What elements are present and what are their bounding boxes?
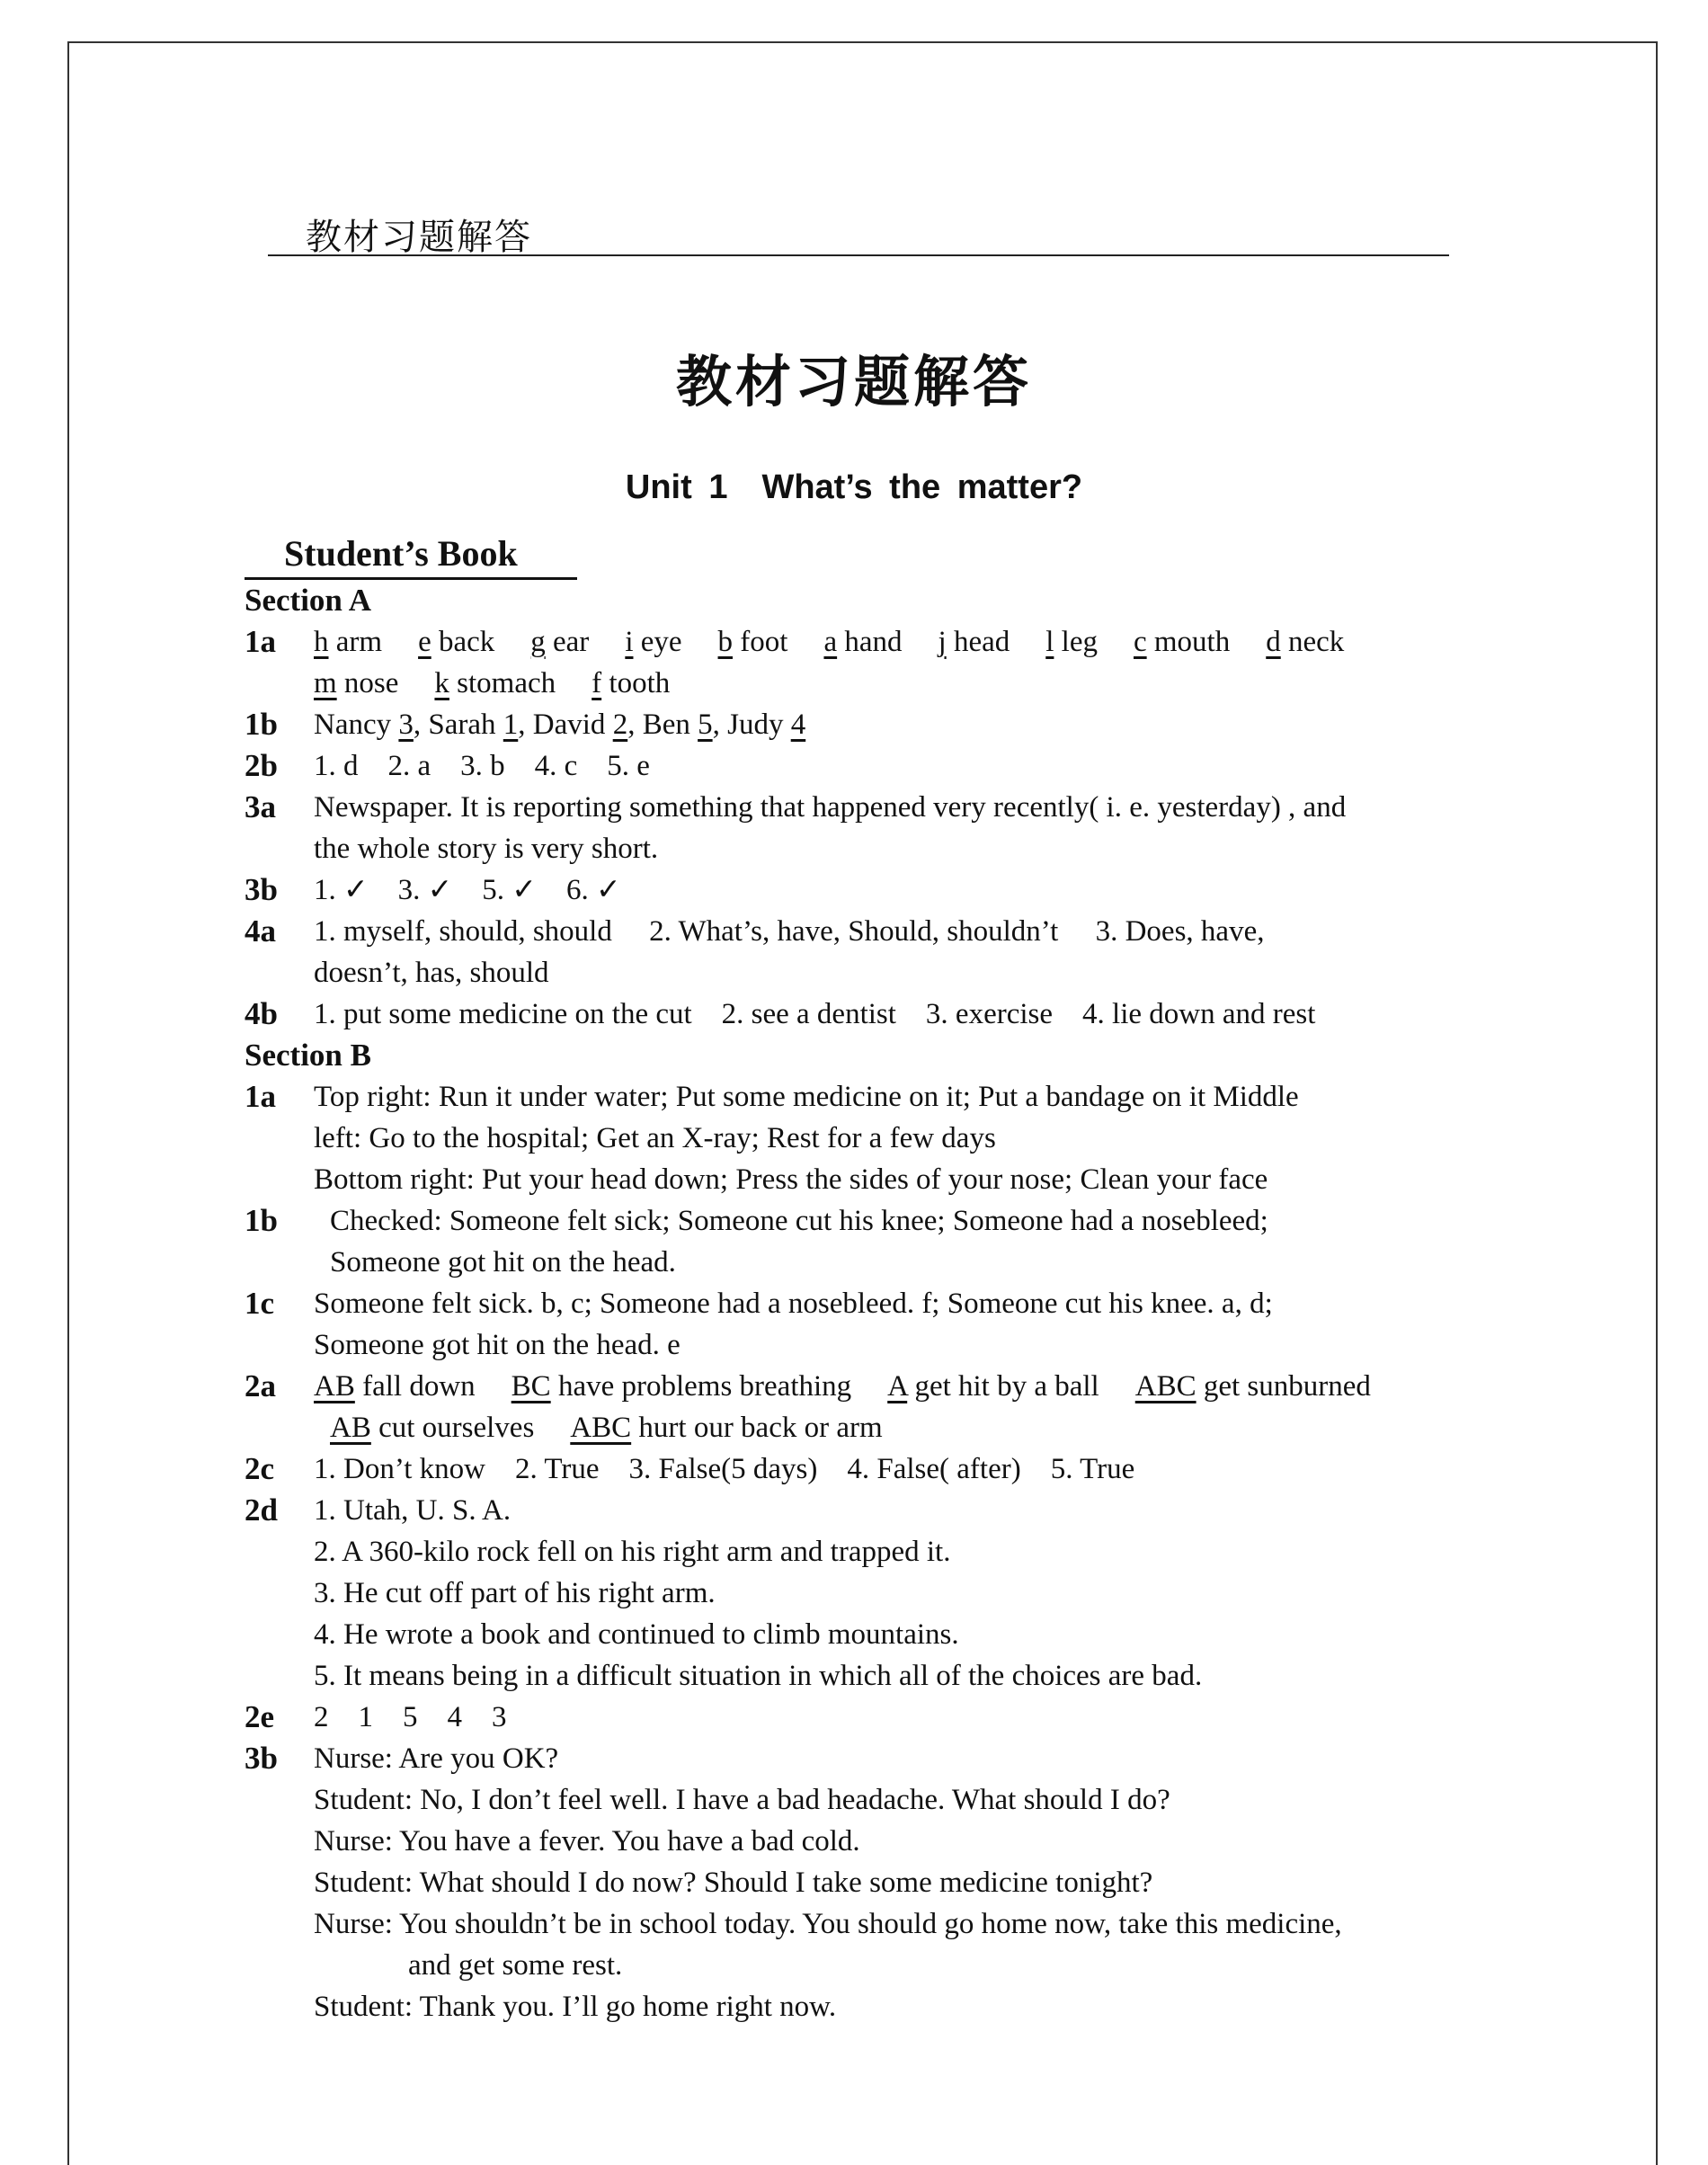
answer-key: h (314, 626, 329, 658)
exercise-label: 2c (245, 1451, 275, 1486)
body-part-word: nose (343, 667, 399, 699)
answer-key: 5 (698, 708, 713, 741)
answer-line: Checked: Someone felt sick; Someone cut his knee; Someone had a nosebleed; (330, 1205, 1268, 1237)
answer-key: d (1266, 626, 1281, 658)
body-part-word: hand (844, 626, 903, 658)
phrase: get hit by a ball (914, 1370, 1099, 1403)
matching-answers (314, 621, 1467, 704)
answer-line (314, 1407, 1467, 1448)
answer-a-3a (245, 787, 1467, 869)
answer-key: AB (330, 1412, 371, 1444)
answer-line: Top right: Run it under water; Put some medicine on it; Put a bandage on it Middle (314, 1081, 1299, 1113)
body-part-word: leg (1061, 626, 1098, 658)
phrase: hurt our back or arm (638, 1412, 883, 1444)
answer-line: 1. Don’t know 2. True 3. False(5 days) 4. False( after) 5. True (314, 1453, 1135, 1485)
answer-a-4b (245, 993, 1467, 1035)
answer-key: 3 (398, 708, 414, 741)
answer-key: ABC (570, 1412, 632, 1444)
answer-key: AB (314, 1370, 355, 1403)
answer-content (245, 580, 1467, 2027)
dialogue-line: Student: No, I don’t feel well. I have a bad headache. What should I do? (314, 1784, 1170, 1816)
answer-line: Someone felt sick. b, c; Someone had a nosebleed. f; Someone cut his knee. a, d; (314, 1287, 1273, 1320)
answer-line: Nancy 3, Sarah 1, David 2, Ben 5, Judy 4 (314, 708, 806, 741)
answer-key: 2 (612, 708, 628, 741)
answer-key: 4 (790, 708, 806, 741)
dialogue-line: and get some rest. (408, 1949, 623, 1982)
answer-line: Bottom right: Put your head down; Press the sides of your nose; Clean your face (314, 1163, 1268, 1196)
exercise-label: 3b (245, 872, 278, 907)
answer-key: c (1133, 626, 1147, 658)
exercise-label: 3a (245, 789, 276, 824)
answer-line: 3. He cut off part of his right arm. (314, 1577, 716, 1609)
dialogue-line: Student: Thank you. I’ll go home right now. (314, 1991, 837, 2023)
person-name: Nancy (314, 708, 392, 741)
answer-line (314, 1366, 1467, 1407)
answer-a-2b (245, 745, 1467, 787)
exercise-label: 1c (245, 1286, 275, 1321)
answer-key: m (314, 667, 337, 699)
section-b-title: Section B (245, 1038, 371, 1073)
exercise-label: 1a (245, 624, 276, 659)
dialogue-line: Nurse: You have a fever. You have a bad cold. (314, 1825, 860, 1858)
exercise-label: 2d (245, 1492, 278, 1528)
phrase: get sunburned (1203, 1370, 1371, 1403)
answer-key: g (530, 626, 546, 658)
answer-key: 1 (503, 708, 519, 741)
answer-b-3b (245, 1738, 1467, 2027)
exercise-label: 2a (245, 1368, 276, 1403)
answer-key: A (887, 1370, 908, 1403)
answer-b-1b (245, 1200, 1467, 1283)
answer-b-1a (245, 1076, 1467, 1200)
answer-key: f (592, 667, 602, 699)
answer-key: k (434, 667, 449, 699)
answer-a-4a (245, 911, 1467, 993)
unit-title: Unit 1 What’s the matter? (625, 468, 1083, 506)
answer-key: b (717, 626, 734, 658)
person-name: Ben (642, 708, 690, 741)
exercise-label: 1b (245, 1203, 278, 1238)
exercise-label: 1b (245, 707, 278, 742)
section-a-title: Section A (245, 583, 371, 618)
answer-b-2e (245, 1697, 1467, 1738)
phrase: fall down (362, 1370, 476, 1403)
answer-b-2d (245, 1490, 1467, 1697)
exercise-label: 3b (245, 1741, 278, 1776)
answer-key: j (938, 626, 947, 658)
answer-line: 5. It means being in a difficult situation in which all of the choices are bad. (314, 1660, 1203, 1692)
answer-line: 1. myself, should, should 2. What’s, have, Should, shouldn’t 3. Does, have, (314, 915, 1265, 948)
phrase: cut ourselves (378, 1412, 535, 1444)
body-part-word: eye (640, 626, 682, 658)
main-title: 教材习题解答 (675, 349, 1032, 414)
answer-b-1c (245, 1283, 1467, 1366)
answer-key: a (823, 626, 838, 658)
answer-line: 4. He wrote a book and continued to climb mountains. (314, 1618, 959, 1651)
order-answers (314, 704, 1467, 745)
dialogue-line: Nurse: You shouldn’t be in school today. You should go home now, take this medicine, (314, 1908, 1342, 1940)
answer-b-2c (245, 1448, 1467, 1490)
exercise-label: 1a (245, 1079, 276, 1114)
answer-line: doesn’t, has, should (314, 957, 549, 989)
answer-line (314, 621, 1467, 663)
checkbox-answers (314, 1366, 1467, 1448)
answer-line: 1. put some medicine on the cut 2. see a dentist 3. exercise 4. lie down and rest (314, 998, 1316, 1030)
answer-line: 1. Utah, U. S. A. (314, 1494, 512, 1527)
answer-key: e (418, 626, 431, 658)
answer-line: Someone got hit on the head. (330, 1246, 676, 1279)
running-head-rule (268, 254, 1449, 256)
person-name: Judy (727, 708, 784, 741)
answer-b-2a (245, 1366, 1467, 1448)
person-name: Sarah (428, 708, 496, 741)
body-part-word: arm (335, 626, 383, 658)
dialogue-line: Nurse: Are you OK? (314, 1742, 559, 1775)
body-part-word: foot (740, 626, 788, 658)
body-part-word: tooth (609, 667, 671, 699)
answer-line: 1. d 2. a 3. b 4. c 5. e (314, 750, 650, 782)
answer-line: Someone got hit on the head. e (314, 1329, 681, 1361)
answer-line: 2. A 360-kilo rock fell on his right arm and trapped it. (314, 1536, 951, 1568)
answer-line: the whole story is very short. (314, 833, 659, 865)
dialogue-line: Student: What should I do now? Should I take some medicine tonight? (314, 1867, 1153, 1899)
answer-a-3b (245, 869, 1467, 911)
answer-line: left: Go to the hospital; Get an X-ray; Rest for a few days (314, 1122, 996, 1154)
body-part-word: stomach (457, 667, 556, 699)
answer-key: l (1045, 626, 1054, 658)
answer-a-1b (245, 704, 1467, 745)
running-head: 教材习题解答 (306, 217, 532, 258)
body-part-word: neck (1287, 626, 1345, 658)
exercise-label: 2b (245, 748, 278, 783)
body-part-word: mouth (1153, 626, 1231, 658)
body-part-word: head (953, 626, 1010, 658)
answer-a-1a (245, 621, 1467, 704)
answer-line: 2 1 5 4 3 (314, 1701, 507, 1733)
phrase: have problems breathing (557, 1370, 852, 1403)
exercise-label: 2e (245, 1699, 275, 1734)
answer-key: ABC (1134, 1370, 1196, 1403)
book-heading: Student’s Book (284, 533, 518, 574)
body-part-word: ear (553, 626, 590, 658)
person-name: David (532, 708, 606, 741)
answer-key: BC (511, 1370, 551, 1403)
exercise-label: 4a (245, 913, 276, 949)
body-part-word: back (438, 626, 495, 658)
answer-line (314, 663, 1467, 704)
answer-line: 1. ✓ 3. ✓ 5. ✓ 6. ✓ (314, 874, 621, 906)
answer-key: i (625, 626, 634, 658)
answer-line: Newspaper. It is reporting something that happened very recently( i. e. yesterday) , and (314, 791, 1347, 824)
exercise-label: 4b (245, 996, 278, 1031)
